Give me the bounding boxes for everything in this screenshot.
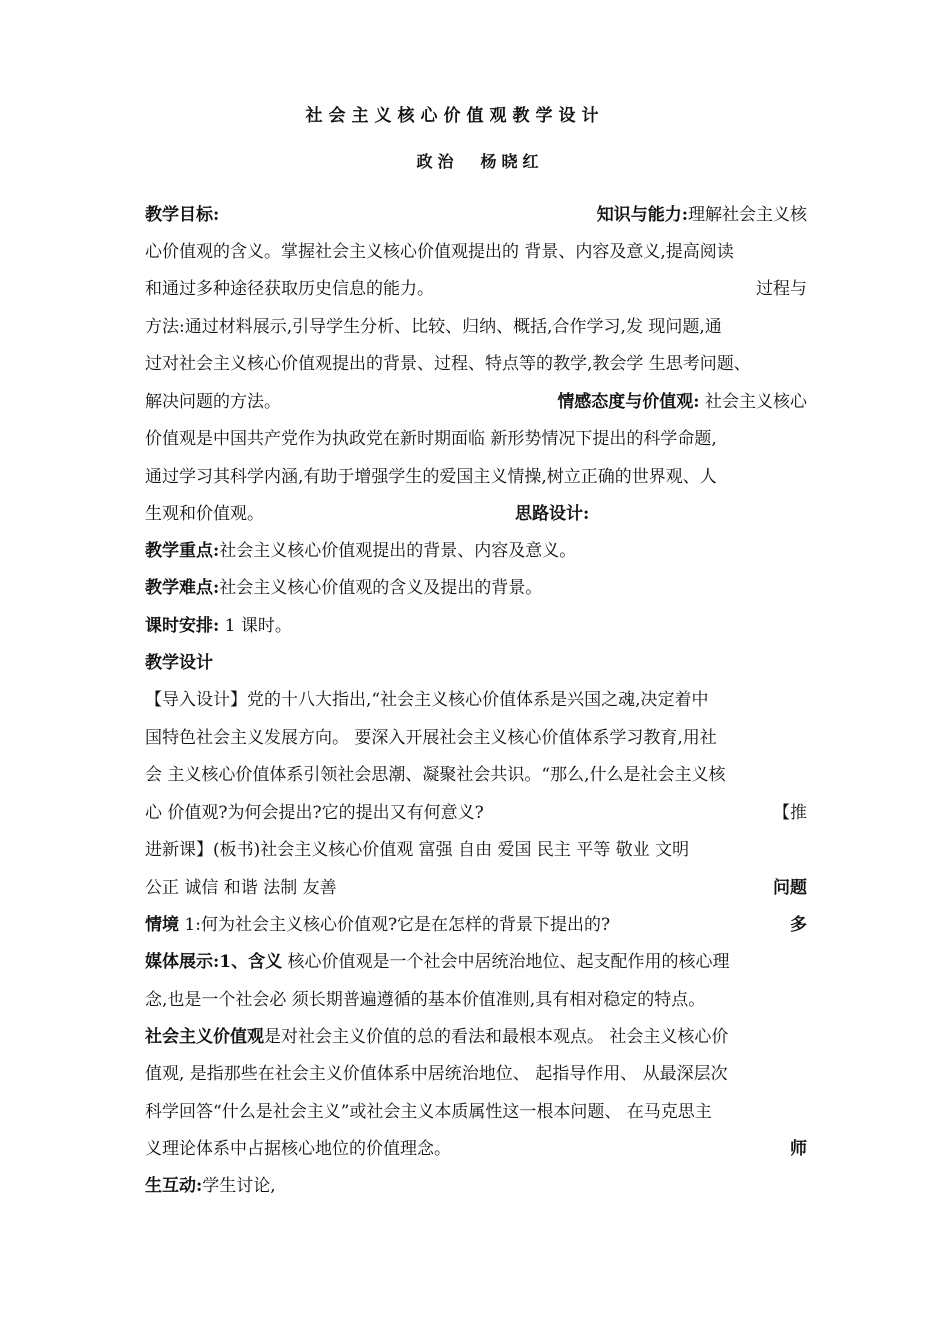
paragraph-line xyxy=(145,870,807,907)
section-heading: 教学设计 xyxy=(145,653,213,673)
paragraph-line xyxy=(145,645,807,682)
section-label: 课时安排: xyxy=(145,616,220,636)
paragraph-line xyxy=(145,570,807,607)
paragraph-line xyxy=(145,533,807,570)
paragraph-line: 进新课】(板书)社会主义核心价值观 富强 自由 爱国 民主 平等 敬业 文明 xyxy=(145,840,690,860)
body-text: 过程与 xyxy=(756,279,807,299)
paragraph-line xyxy=(145,1131,807,1168)
paragraph-line xyxy=(145,795,807,832)
body-text: 1:何为社会主义核心价值观?它是在怎样的背景下提出的? xyxy=(179,915,611,935)
paragraph-line xyxy=(145,1168,807,1205)
body-text: 核心价值观是一个社会中居统治地位、起支配作用的核心理 xyxy=(282,952,730,972)
body-text: 生观和价值观。 xyxy=(145,504,264,524)
body-text: 学生讨论, xyxy=(202,1176,276,1196)
body-text: 社会主义核心 xyxy=(699,392,807,412)
paragraph-line: 国特色社会主义发展方向。 要深入开展社会主义核心价值体系学习教育,用社 xyxy=(145,728,717,748)
section-label: 教学重点: xyxy=(145,541,220,561)
section-label: 知识与能力: xyxy=(596,205,688,225)
paragraph-line: 会 主义核心价值体系引领社会思潮、凝聚社会共识。“那么,什么是社会主义核 xyxy=(145,765,726,785)
section-label: 社会主义价值观 xyxy=(145,1027,264,1047)
paragraph-line: 【导入设计】党的十八大指出,“社会主义核心价值体系是兴国之魂,决定着中 xyxy=(145,690,709,710)
paragraph-line: 值观, 是指那些在社会主义价值体系中居统治地位、 起指导作用、 从最深层次 xyxy=(145,1064,728,1084)
body-text: 理解社会主义核 xyxy=(688,205,807,225)
body-text: 义理论体系中占据核心地位的价值理念。 xyxy=(145,1139,451,1159)
paragraph-line: 过对社会主义核心价值观提出的背景、过程、特点等的教学,教会学 生思考问题、 xyxy=(145,354,751,374)
paragraph-line xyxy=(145,271,807,308)
paragraph-line: 念,也是一个社会必 须长期普遍遵循的基本价值准则,具有相对稳定的特点。 xyxy=(145,990,706,1010)
section-label: 多 xyxy=(790,915,807,935)
paragraph-line xyxy=(145,384,807,421)
section-label: 情感态度与价值观: xyxy=(557,392,700,412)
section-label: 师 xyxy=(790,1139,807,1159)
body-text: 解决问题的方法。 xyxy=(145,392,281,412)
body-text: 【推 xyxy=(773,803,807,823)
section-label: 思路设计: xyxy=(515,504,590,524)
section-label: 情境 xyxy=(145,915,179,935)
paragraph-line: 价值观是中国共产党作为执政党在新时期面临 新形势情况下提出的科学命题, xyxy=(145,429,717,449)
section-label: 问题 xyxy=(773,878,807,898)
section-label: 教学难点: xyxy=(145,578,220,598)
body-text: 是对社会主义价值的总的看法和最根本观点。 社会主义核心价 xyxy=(264,1027,729,1047)
body-text: 心 价值观?为何会提出?它的提出又有何意义? xyxy=(145,803,484,823)
body-text: 和通过多种途径获取历史信息的能力。 xyxy=(145,279,434,299)
body-text: 公正 诚信 和谐 法制 友善 xyxy=(145,878,337,898)
subject-label: 政治 xyxy=(416,152,459,171)
section-label: 媒体展示:1、含义 xyxy=(145,952,283,972)
page-title: 社会主义核心价值观教学设计 xyxy=(305,106,605,126)
paragraph-line: 心价值观的含义。掌握社会主义核心价值观提出的 背景、内容及意义,提高阅读 xyxy=(145,242,734,262)
paragraph-line xyxy=(145,608,807,645)
paragraph-line xyxy=(145,944,807,981)
paragraph-line: 科学回答“什么是社会主义”或社会主义本质属性这一根本问题、 在马克思主 xyxy=(145,1102,712,1122)
section-label: 教学目标: xyxy=(145,205,220,225)
section-label: 生互动: xyxy=(145,1176,203,1196)
paragraph-line xyxy=(145,496,807,533)
body-text: 1 课时。 xyxy=(219,616,292,636)
author-line xyxy=(0,149,950,172)
body-text: 社会主义核心价值观的含义及提出的背景。 xyxy=(219,578,543,598)
paragraph-line xyxy=(145,907,807,944)
body-text: 社会主义核心价值观提出的背景、内容及意义。 xyxy=(219,541,577,561)
paragraph-line: 通过学习其科学内涵,有助于增强学生的爱国主义情操,树立正确的世界观、人 xyxy=(145,467,717,487)
paragraph-line xyxy=(145,197,807,234)
paragraph-line xyxy=(145,1019,807,1056)
paragraph-line: 方法:通过材料展示,引导学生分析、比较、归纳、概括,合作学习,发 现问题,通 xyxy=(145,317,722,337)
author-name: 杨晓红 xyxy=(480,152,544,171)
